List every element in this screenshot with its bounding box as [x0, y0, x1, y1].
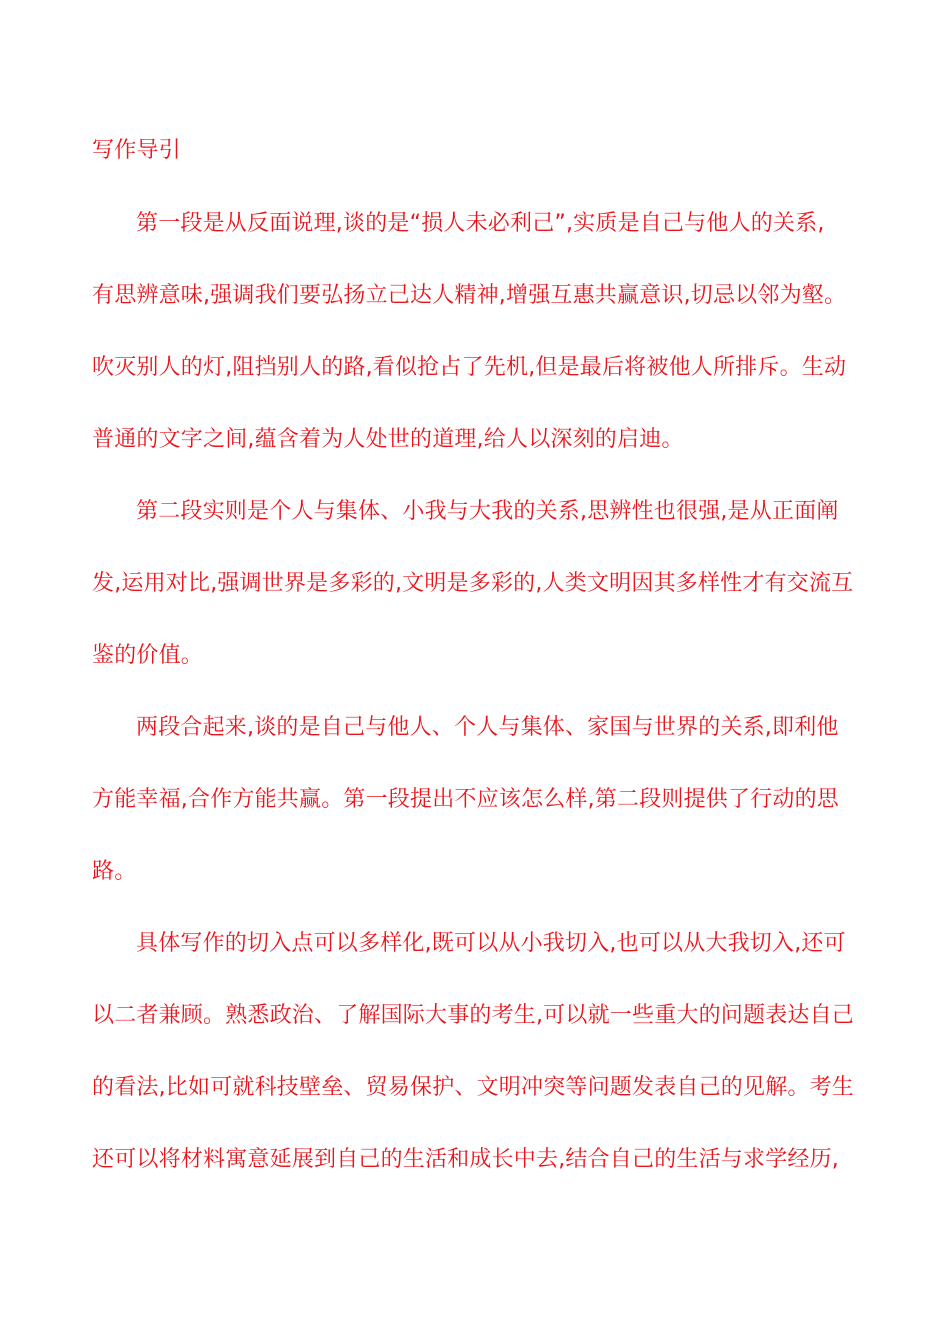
paragraph-3: [92, 692, 860, 908]
paragraph-line: 路。: [92, 859, 137, 884]
paragraph-line: 以二者兼顾。熟悉政治、了解国际大事的考生,可以就一些重大的问题表达自己: [92, 1003, 854, 1028]
paragraph-line: 鉴的价值。: [92, 643, 204, 668]
paragraph-line: 具体写作的切入点可以多样化,既可以从小我切入,也可以从大我切入,还可: [136, 931, 846, 956]
paragraph-line: 普通的文字之间,蕴含着为人处世的道理,给人以深刻的启迪。: [92, 427, 684, 452]
paragraph-2: [92, 476, 860, 692]
paragraph-line: 发,运用对比,强调世界是多彩的,文明是多彩的,人类文明因其多样性才有交流互: [92, 571, 854, 596]
paragraph-line: 有思辨意味,强调我们要弘扬立己达人精神,增强互惠共赢意识,切忌以邻为壑。: [92, 283, 847, 308]
paragraph-line: 两段合起来,谈的是自己与他人、个人与集体、家国与世界的关系,即利他: [136, 715, 839, 740]
paragraph-4: [92, 908, 860, 1196]
paragraph-line: 的看法,比如可就科技壁垒、贸易保护、文明冲突等问题发表自己的见解。考生: [92, 1075, 854, 1100]
paragraph-line: 还可以将材料寓意延展到自己的生活和成长中去,结合自己的生活与求学经历,: [92, 1147, 839, 1172]
document-body: [92, 128, 860, 1196]
paragraph-line: 吹灭别人的灯,阻挡别人的路,看似抢占了先机,但是最后将被他人所排斥。生动: [92, 355, 847, 380]
paragraph-line: 第一段是从反面说理,谈的是“损人未必利己”,实质是自己与他人的关系,: [136, 211, 825, 236]
paragraph-1: [92, 188, 860, 476]
document-heading: 写作导引: [92, 138, 181, 163]
paragraph-line: 第二段实则是个人与集体、小我与大我的关系,思辨性也很强,是从正面阐: [136, 499, 839, 524]
paragraph-line: 方能幸福,合作方能共赢。第一段提出不应该怎么样,第二段则提供了行动的思: [92, 787, 839, 812]
